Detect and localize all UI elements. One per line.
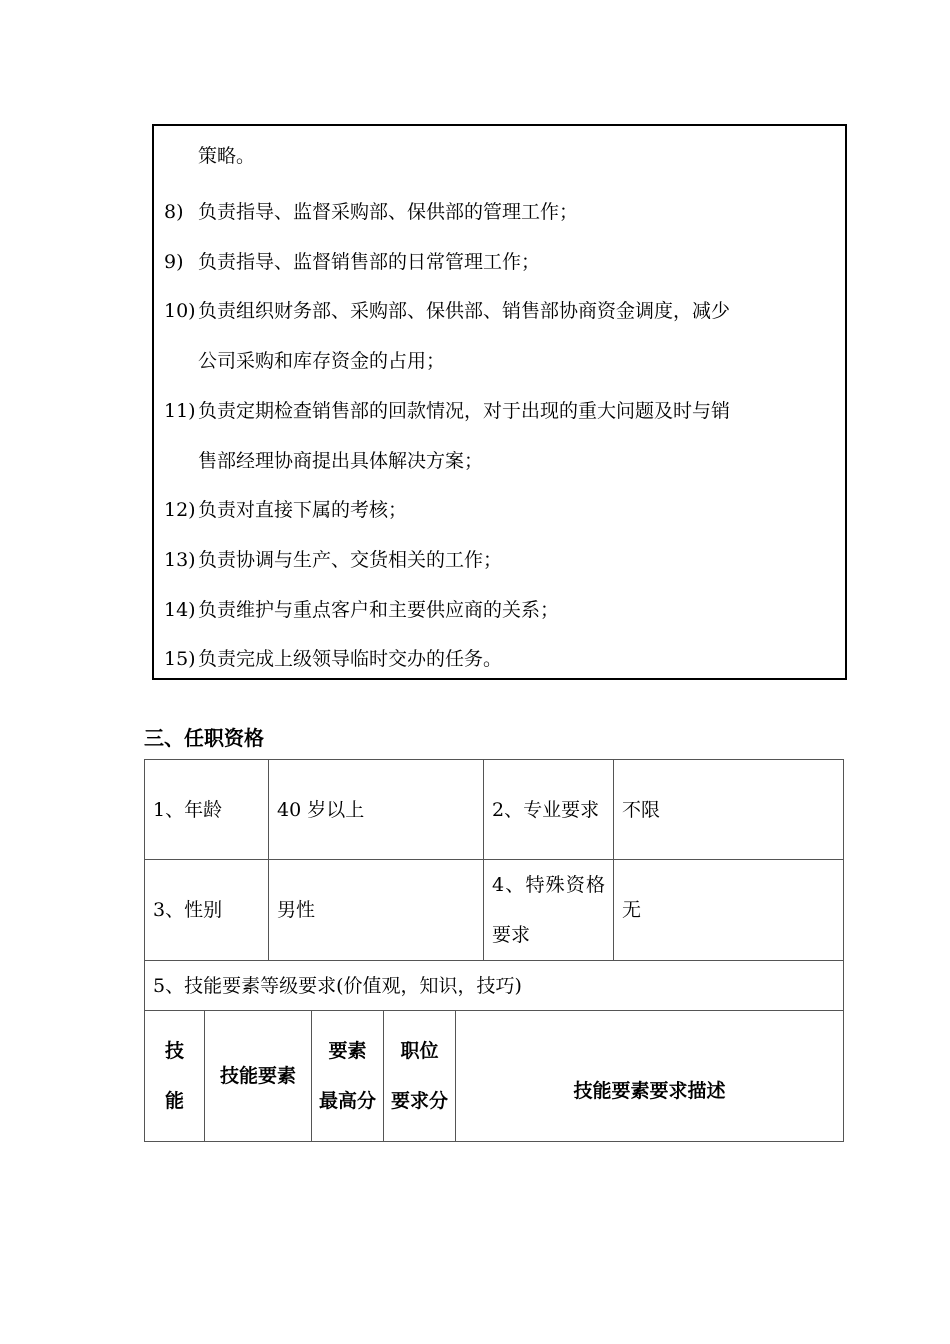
age-label: 1、年龄: [145, 760, 269, 860]
duty-line: 14) 负责维护与重点客户和主要供应商的关系；: [164, 599, 560, 621]
skill-header-col1: 技 能: [145, 1011, 205, 1142]
duty-line: 12) 负责对直接下属的考核；: [164, 499, 408, 521]
table-row: [145, 860, 844, 961]
skill-header-col3: 要素 最高分: [312, 1011, 384, 1142]
duty-line: 策略。: [198, 145, 256, 167]
skill-header-col2: 技能要素: [205, 1011, 312, 1142]
duty-line: 售部经理协商提出具体解决方案；: [198, 450, 484, 472]
age-value: 40 岁以上: [269, 760, 484, 860]
table-header-row: [145, 1011, 844, 1142]
duty-line: 11) 负责定期检查销售部的回款情况，对于出现的重大问题及时与销: [164, 400, 731, 422]
special-label: 4、特殊资格要求: [484, 860, 614, 961]
duty-line: 15) 负责完成上级领导临时交办的任务。: [164, 648, 503, 670]
skill-header-col4: 职位 要求分: [384, 1011, 456, 1142]
major-value: 不限: [614, 760, 844, 860]
qualifications-table: [144, 759, 844, 1011]
major-label: 2、专业要求: [484, 760, 614, 860]
gender-value: 男性: [269, 860, 484, 961]
duty-line: 13) 负责协调与生产、交货相关的工作；: [164, 549, 503, 571]
skills-label: 5、技能要素等级要求(价值观，知识，技巧): [145, 961, 844, 1011]
duty-line: 9) 负责指导、监督销售部的日常管理工作；: [164, 251, 541, 273]
duty-line: 10) 负责组织财务部、采购部、保供部、销售部协商资金调度，减少: [164, 300, 731, 322]
gender-label: 3、性别: [145, 860, 269, 961]
duty-line: 公司采购和库存资金的占用；: [198, 350, 446, 372]
section-title: 三、任职资格: [144, 726, 264, 750]
skill-table: [144, 1010, 844, 1142]
table-row: [145, 961, 844, 1011]
table-row: [145, 760, 844, 860]
duty-line: 8) 负责指导、监督采购部、保供部的管理工作；: [164, 201, 579, 223]
skill-header-col5: 技能要素要求描述: [456, 1011, 844, 1142]
special-value: 无: [614, 860, 844, 961]
duties-box: [152, 124, 847, 680]
